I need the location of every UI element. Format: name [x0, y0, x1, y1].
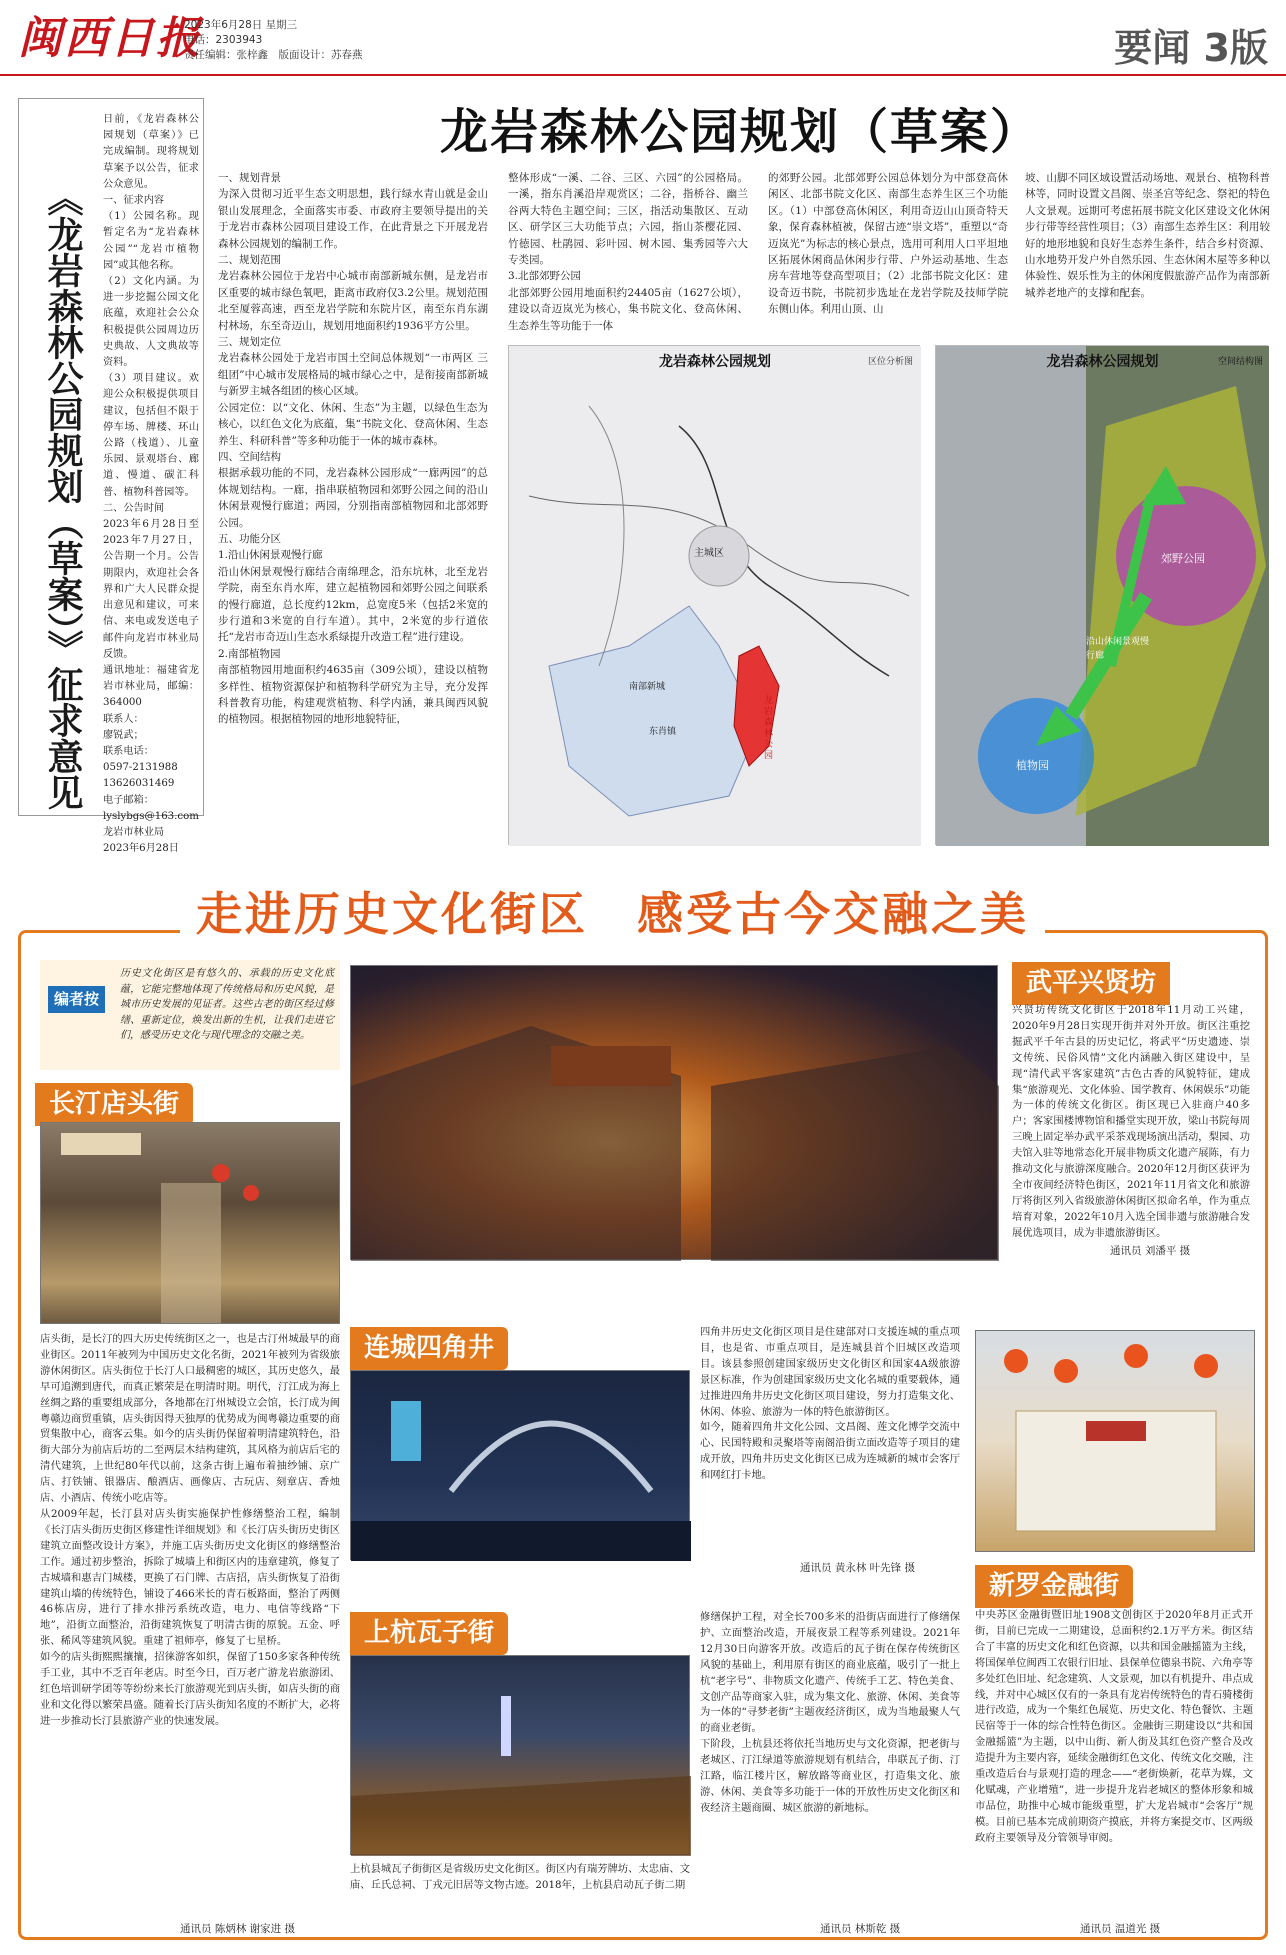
structure-map-subtitle: 空间结构图 — [1217, 357, 1263, 367]
map-label-main-city: 主城区 — [694, 548, 724, 559]
section-label — [1114, 20, 1268, 77]
photo-xinluo-graphic — [976, 1331, 1256, 1553]
notice-body: 日前，《龙岩森林公园规划（草案）》已完成编制。现将规划草案予以公告，征求公众意见。 一、征求内容 （1）公园名称。现暂定名为“龙岩森林公园”“龙岩市植物园”或其他名称。 （2）文化内涵。为进一步挖掘公园文化底蕴，欢迎社会公众积极提供公园周边历史典故、人文典故等资料。 （3）项目建议。欢迎公众积极提供项目建议，包括但不限于停车场、牌楼、环山公路（栈道）、儿童乐园、景观塔台、廊道、慢道、碳汇科普、植物科普园等。 二、公告时间 2023年6月28日至2023年7月27日，公告期一个月。公告期限内，欢迎社会各界和广大人民群众提出意见和建议，可来信、来电或发送电子邮件向龙岩市林业局反馈。 通讯地址：福建省龙岩市林业局，邮编：364000 联系人： 廖锐武； 联系电话： 0597-2131988 13626031469 电子邮箱： lyslybgs@163.com 龙岩市林业局 2023年6月28日 — [103, 114, 199, 855]
page-number: 3版 — [1203, 26, 1268, 70]
map-label-botanical: 植物园 — [1016, 759, 1049, 772]
text-xinluo: 中央苏区金融街暨旧址1908文创街区于2020年8月正式开街，目前已完成一二期建设，总面积约2.1万平方米。街区结合了丰富的历史文化和红色资源，以共和国金融摇篮为主线，将国保单位闽西工农银行旧址、县保单位德泉书院、六角亭等多处红色旧址、纪念建筑、人文景观，加以有机提升、串点成线，并对中心城区仅有的一条具有龙岩传统特色的青石骑楼街进行改造，成为一个集红色展览、历史文化、特色餐饮、主题民宿等于一体的综合性特色街区。金融街三期建设以“共和国金融摇篮”为主题，以中山街、新人街及其红色资产整合及改造提升为主要内容，延续金融街红色文化、传统文化交融，注重改造后台与景观打造的理念——“老街焕新，花草为媒，文化赋魂，产业增殖”，进一步提升龙岩老城区的整体形象和城市品位，助推中心城市能级重塑，扩大龙岩城市“会客厅”规模。目前已基本完成前期资产摸底，并将方案提交市、区两级政府主要领导及分管领导审阅。 — [975, 1609, 1254, 1844]
notice-title: 《龙岩森林公园规划（草案）》征求意见 — [42, 180, 84, 810]
map-label-dongxiao: 东肖镇 — [649, 727, 677, 737]
photo-wuping — [350, 965, 998, 1260]
photo-changting-graphic — [41, 1123, 341, 1325]
issue-meta — [184, 18, 363, 63]
plan-column-1: 一、规划背景 为深入贯彻习近平生态文明思想，践行绿水青山就是金山银山发展理念，全面落实市委、市政府主要领导提出的关于龙岩市森林公园项目建设工作，在此背景之下开展龙岩森林公园规划的编制工作。 二、规划范围 龙岩森林公园位于龙岩中心城市南部新城东侧，是龙岩市区重要的城市绿色氧吧，距离市政府仅3.2公里。规划范围北至厦蓉高速，西至龙岩学院和东院片区，南至东肖东湖村林场，东至奇迈山，规划用地面积约1936平方公里。 三、规划定位 龙岩森林公园处于龙岩市国土空间总体规划“一市两区 三组团”中心城市发展格局的城市绿心之中，是衔接南部新城与新罗主城各组团的核心区域。 公园定位：以“文化、休闲、生态”为主题，以绿色生态为核心，以红色文化为底蕴，集“书院文化、登高休闲、生态养生、科研科普”等多种功能于一体的城市森林。 四、空间结构 根据承载功能的不同，龙岩森林公园形成“一廊两园”的总体规划结构。一廊，指串联植物园和郊野公园之间的沿山休闲景观慢行廊道；两园，分别指南部植物园和北部郊野公园。 五、功能分区 1.沿山休闲景观慢行廊 沿山休闲景观慢行廊结合南绵理念，沿东坑林，北至龙岩学院，南至东肖水库，建立起植物园和郊野公园之间联系的慢行廊道，总长度约12km，总宽度5米（包括2米宽的步行道和3米宽的自行车道）。其中，2米宽的步行道依托“龙岩市奇迈山生态水系绿提升改造工程”进行建设。 2.南部植物园 南部植物园用地面积约4635亩（309公顷），建设以植物多样性、植物资源保护和植物科学研究为主导，充分发挥科普教育功能，构建观赏植物、科学内涵，兼具闽西风貌的植物园。根据植物园的地形地貌特征， — [218, 172, 488, 726]
photo-xinluo — [975, 1330, 1255, 1552]
editor-note-box — [40, 960, 340, 1070]
byline-liancheng: 通讯员 黄永林 叶先锋 摄 — [800, 1562, 916, 1574]
tag-wuping: 武平兴贤坊 — [1012, 962, 1170, 1005]
structure-map-graphic — [936, 346, 1269, 846]
location-map-title: 龙岩森林公园规划 — [659, 354, 771, 370]
byline-shanghang: 通讯员 林斯乾 摄 — [820, 1923, 901, 1935]
text-shanghang-cont: 修缮保护工程，对全长700多米的沿街店面进行了修缮保护、立面整治改造，开展夜景工程等系列建设。2021年12月30日向游客开放。改造后的瓦子街在保存传统街区风貌的基础上，利用原有街区的商业底蕴，吸引了一批上杭“老字号”、非物质文化遗产、传统手工艺、特色美食、文创产品等商家入驻，成为集文化、旅游、休闲、美食等为一体的“寻梦老街”主题夜经济街区，成为当地最聚人气的商业老街。 下阶段，上杭县还将依托当地历史与文化资源，把老街与老城区、汀江绿道等旅游规划有机结合，串联瓦子街、汀江路，临江楼片区，解放路等商业区，打造集文化、旅游、休闲、美食等多功能于一体的开放性历史文化街区和夜经济主题商圈、城区旅游的新地标。 — [700, 1611, 960, 1814]
photo-liancheng — [350, 1370, 690, 1560]
text-wuping: 兴贤坊传统文化街区于2018年11月动工兴建，2020年9月28日实现开街并对外开放。街区注重挖掘武平千年古县的历史记忆，将武平“历史遗迹、崇文传统、民俗风情”文化内涵融入街区建设中，呈现“清代武平客家建筑”古色古香的风貌特征，建成集“旅游观光、文化体验、国学教育、休闲娱乐”功能为一体的传统文化街区。街区现已入驻商户40多户；客家围楼博物馆和播堂实现开放，梁山书院每周三晚上固定举办武平采茶戏现场演出活动，梨园、功夫馆入驻等地常态化开展非物质文化遗产展陈，有力推动文化与旅游深度融合。2020年12月街区获评为全市夜间经济特色街区，2021年11月省文化和旅游厅将街区列入省级旅游休闲街区拟命名单，作为重点培育对象，2022年10月入选全国非遗与旅游融合发展优选项目，成为非遗旅游街区。 — [1012, 1004, 1250, 1239]
structure-map — [935, 345, 1268, 845]
section-name: 要闻 — [1114, 26, 1191, 70]
plan-headline: 龙岩森林公园规划（草案） — [440, 104, 1041, 160]
text-changting: 店头街，是长汀的四大历史传统街区之一，也是古汀州城最早的商业街区。2011年被列为中国历史文化名街，2021年被列为省级旅游休闲街区。店头街位于长汀人口最稠密的城区，其历史悠久，最早可追溯到唐代，而真正繁荣是在明清时期。明代，汀江成为海上丝绸之路的重要组成部分，各地都在汀州城设立会馆，长汀成为闽粤赣边商贸重镇，店头街因得天独厚的优势成为闽粤赣边重要的商贸集散中心，商客云集。如今的店头街仍保留着明清建筑特色，沿街大部分为前店后坊的二至两层木结构建筑，其风格为前店后宅的清代建筑，上世纪80年代以前，这条古街上遍布着抽纱铺、京广店、打铁铺、银器店、酿酒店、画像店、古玩店、刻章店、香烛店、小酒店、传统小吃店等。 从2009年起，长汀县对店头街实施保护性修缮整治工程，编制《长汀店头街历史街区修建性详细规划》和《长汀店头街历史街区建筑立面整改设计方案》，并施工店头街历史文化街区的修缮整治工作。通过初步整治，拆除了城墙上和街区内的违章建筑，修复了古城墙和惠吉门城楼，更换了石门牌、古店招，店头街恢复了沿街建筑山墙的传统特色，铺设了466米长的青石板路面，整治了两侧46栋店房，进行了排水排污系统改造，电力、电信等线路“下地”，沿街立面整治，沿街建筑恢复了明清古街的原貌。五金、呼张、稀风等建筑风貌。重建了祖师亭，修复了七星桥。 如今的店头街熙熙攘攘，招徕游客如织，保留了150多家各种传统手工业，其中不乏百年老店。时至今日，百万老广游龙岩旅游团、红色培训研学团等等纷纷来长汀旅游观光到店头街，如店头街的商业和文化得以繁荣昌盛。随着长汀店头街知名度的不断扩大，必将进一步推动长汀县旅游产业的快速发展。 — [40, 1333, 340, 1727]
photo-liancheng-graphic — [351, 1371, 691, 1561]
issue-date: 2023年6月28日 星期三 — [184, 19, 298, 31]
location-map-subtitle: 区位分析图 — [867, 357, 913, 367]
issue-phone: 电话：2303943 — [184, 34, 263, 46]
location-map-graphic — [509, 346, 921, 846]
culture-banner: 走进历史文化街区 感受古今交融之美 — [180, 880, 1045, 949]
editor-note: 历史文化街区是有悠久的、承载的历史文化底蕴，它能完整地体现了传统格局和历史风貌，是城市历史发展的见证者。这些古老的街区经过修缮、重新定位，焕发出新的生机，让我们走进它们，感受历史文化与现代理念的交融之美。 — [120, 968, 334, 1041]
plan-column-2: 整体形成“一溪、二谷、三区、六园”的公园格局。一溪，指东肖溪沿岸观赏区；二谷，指桥谷、幽兰谷两大特色主题空间；三区，指活动集散区、互动区、研学区三大功能节点；六园，指山茶樱花园、竹徳园、杜鹃园、彩叶园、树木园、集秀园等六大专类园。 3.北部郊野公园 北部郊野公园用地面积约24405亩（1627公顷），建设以奇迈岚光为核心，集书院文化、登高休闲、生态养生等功能于一体 — [508, 172, 748, 332]
plan-column-3: 的郊野公园。北部郊野公园总体划分为中部登高休闲区、北部书院文化区、南部生态养生区三个功能区。（1）中部登高休闲区，利用奇迈山山顶奇特天象，保育森林植被，保留古迹“崇文塔”，重塑以“奇迈岚光”为标志的核心景点，选用可利用人口平坦地区拓展休闲商品休闲步行带、户外运动基地、生态房车营地等登高型项目；（2）北部书院文化区：建设奇迈书院，书院初步选址在龙岩学院及技师学院东侧山体。利用山顶、山 — [768, 172, 1008, 316]
tag-shanghang: 上杭瓦子街 — [350, 1612, 508, 1655]
map-label-forest-park: 龙岩森林公园 — [764, 696, 774, 761]
issue-editors: 责任编辑：张梓鑫 版面设计：苏春燕 — [184, 49, 363, 61]
photo-changting — [40, 1122, 340, 1324]
byline-xinluo: 通讯员 温道光 摄 — [1080, 1923, 1161, 1935]
photo-shanghang-graphic — [351, 1656, 691, 1856]
editor-label: 编者按 — [48, 986, 105, 1013]
plan-column-4: 坡、山脚不同区域设置活动场地、观景台、植物科普林等，同时设置文昌阁、崇圣宫等纪念、祭祀的特色人文景观。远期可考虑拓展书院文化区建设文化休闲步行带等经营性项目；（3）南部生态养生区：利用较好的地形地貌和良好生态养生条件，结合乡村资源、山水地势开发户外自然乐园、生态休闲木屋等多种以体验性、娱乐性为主的休闲度假旅游产品作为南部新城养老地产的支撑和配套。 — [1025, 172, 1270, 299]
map-label-country-park: 郊野公园 — [1161, 552, 1205, 565]
photo-wuping-graphic — [351, 966, 999, 1261]
newspaper-logo: 闽西日报 — [18, 13, 202, 64]
photo-shanghang — [350, 1655, 690, 1855]
byline-changting: 通讯员 陈炳林 谢家进 摄 — [180, 1923, 296, 1935]
map-label-south-newtown: 南部新城 — [629, 682, 666, 692]
tag-changting: 长汀店头街 — [35, 1083, 193, 1126]
tag-xinluo: 新罗金融街 — [975, 1565, 1133, 1608]
tag-liancheng: 连城四角井 — [350, 1327, 508, 1370]
text-shanghang: 上杭县城瓦子街街区是省级历史文化街区。街区内有瑞芳牌坊、太忠庙、文庙、丘氏总祠、丁戎元旧居等文物古迹。2018年，上杭县启动瓦子街二期 — [350, 1863, 690, 1891]
structure-map-title: 龙岩森林公园规划 — [1046, 354, 1159, 370]
byline-wuping: 通讯员 刘潘平 摄 — [1110, 1245, 1191, 1257]
map-label-corridor: 沿山休闲景观慢行廊 — [1086, 637, 1150, 661]
text-liancheng: 四角井历史文化街区项目是住建部对口支援连城的重点项目，也是省、市重点项目，是连城县首个旧城区改造项目。该县参照创建国家级历史文化街区和国家4A级旅游景区标准，作为创建国家级历史文化名城的重要载体，通过推进四角井历史文化街区项目建设，努力打造集文化、休闲、体验、旅游为一体的特色旅游街区。 如今，随着四角井文化公园、文昌阁、莲文化博学交流中心、民国特殿和灵聚塔等南阁沿街立面改造等子项目的建成开放，四角井历史文化街区已成为连城新的城市会客厅和网红打卡地。 — [700, 1326, 960, 1482]
location-map — [508, 345, 920, 845]
